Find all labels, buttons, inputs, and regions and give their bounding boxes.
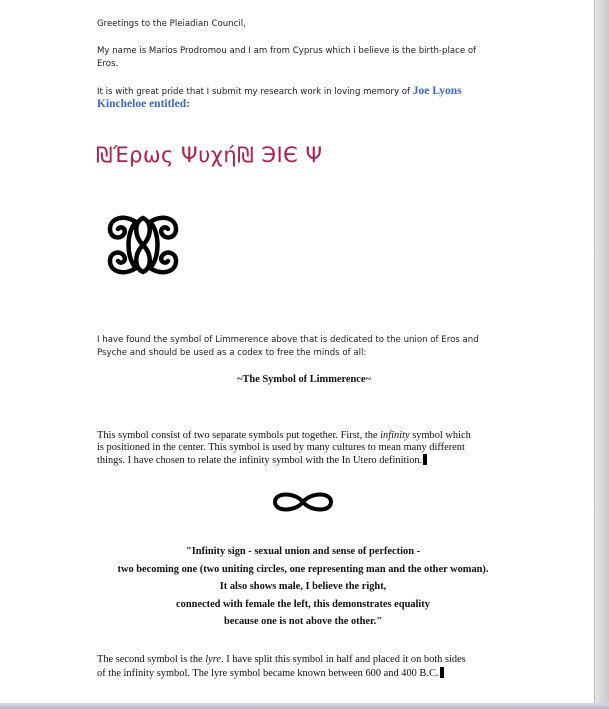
pride-text: It is with great pride that I submit my research work in loving memory of [97, 87, 411, 97]
para3-text-b: . I have split this symbol in half and placed it on both sides [221, 654, 466, 665]
para3-line-2 [97, 667, 444, 680]
para2-line-3-text: things. I have chosen to relate the infinity symbol with the In Utero definition. [97, 455, 423, 466]
intro-line-1: My name is Marios Prodromou and I am from Cyprus which i believe is the birth-place of [97, 46, 477, 56]
intro-line-2: Eros. [97, 59, 119, 69]
para2-line-1 [97, 430, 471, 442]
quote-line: It also shows male, I believe the right, [219, 581, 387, 593]
limmerence-symbol-icon [106, 212, 180, 278]
symbol-caption: ~The Symbol of Limmerence~ [237, 374, 371, 385]
para3-text-a: The second symbol is the [97, 654, 203, 665]
para3-line-2-text: of the infinity symbol. The lyre symbol became known between 600 and 400 B.C. [97, 668, 439, 679]
para2-text-b: symbol which [412, 430, 471, 441]
text-cursor [440, 667, 444, 678]
kincheloe-link-2[interactable]: Kincheloe entitled: [97, 98, 190, 110]
limmerence-para-line-2: Psyche and should be used as a codex to free the minds of all: [97, 348, 367, 358]
kincheloe-link-1[interactable]: Joe Lyons [412, 85, 462, 97]
text-cursor [423, 454, 427, 465]
quote-line: because one is not above the other." [223, 616, 383, 628]
para2-text-a: This symbol consist of two separate symbols put together. First, the [97, 430, 378, 441]
para3-line-1 [97, 654, 466, 666]
page-edge [594, 0, 609, 709]
para2-emphasis: infinity [380, 430, 410, 441]
pride-line [97, 85, 462, 98]
greeting: Greetings to the Pleiadian Council, [97, 19, 246, 29]
quote-line: "Infinity sign - sexual union and sense of perfection - [185, 546, 421, 557]
window-bottom-bar [0, 703, 609, 709]
page-title: ₪Έρως Ψυχή₪ ЭIЄ Ψ [96, 143, 323, 167]
para2-line-2: is positioned in the center. This symbol is used by many cultures to mean many different [97, 442, 465, 453]
limmerence-para-line-1: I have found the symbol of Limmerence above that is dedicated to the union of Eros and [97, 335, 479, 345]
infinity-symbol-icon [271, 490, 335, 514]
quote-line: connected with female the left, this demonstrates equality [176, 598, 430, 610]
para3-emphasis: lyre [205, 654, 222, 665]
infinity-quote [95, 543, 511, 631]
para2-line-3 [97, 454, 427, 467]
quote-line: two becoming one (two uniting circles, one representing man and the other woman). [117, 563, 489, 575]
